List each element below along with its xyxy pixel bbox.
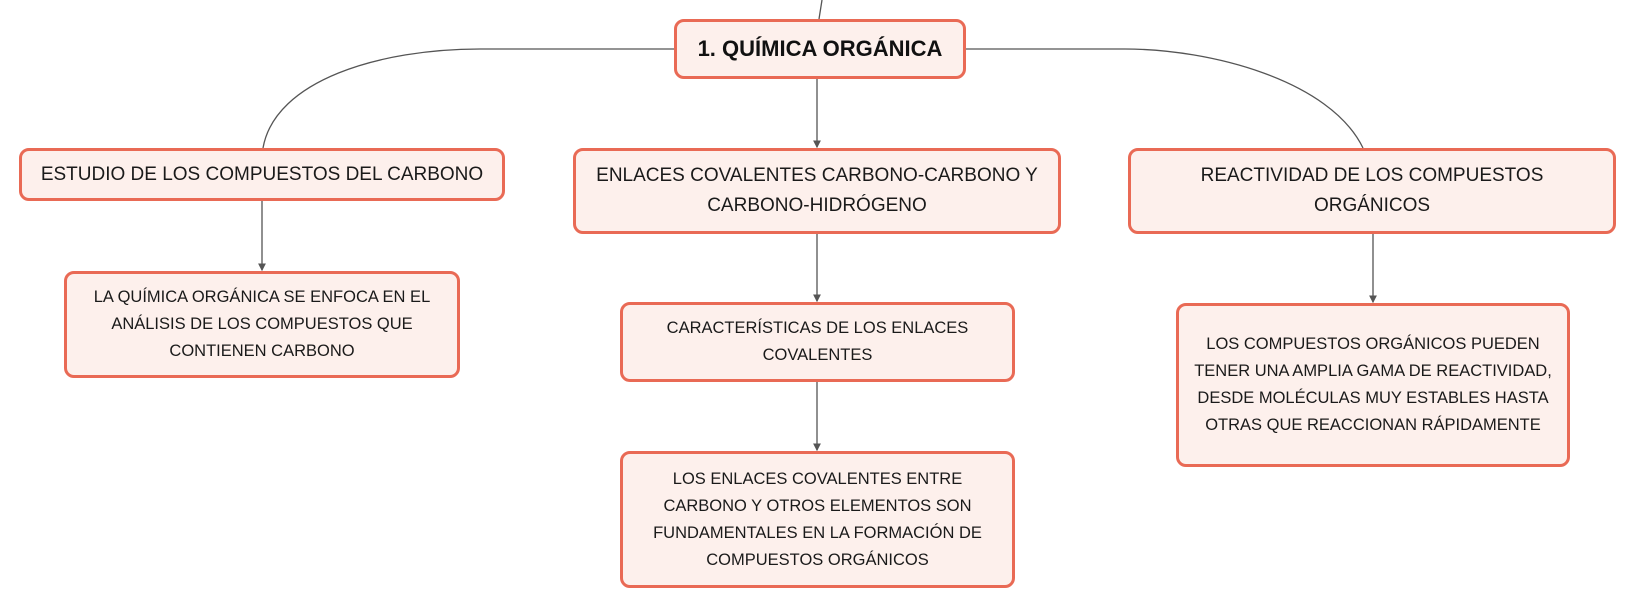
branch-node-carbon-compounds[interactable] — [19, 148, 505, 201]
child-node-label: LOS ENLACES COVALENTES ENTRE CARBONO Y OTROS ELEMENTOS SON FUNDAMENTALES EN LA FORMACIÓN DE COMPUESTOS ORGÁNICOS — [653, 469, 982, 569]
connector-root-to-branch-left — [263, 49, 674, 148]
branch-node-label: REACTIVIDAD DE LOS COMPUESTOS ORGÁNICOS — [1200, 165, 1544, 216]
child-node-label: CARACTERÍSTICAS DE LOS ENLACES COVALENTES — [666, 319, 969, 364]
child-node-label: LA QUÍMICA ORGÁNICA SE ENFOCA EN EL ANÁLISIS DE LOS COMPUESTOS QUE CONTIENEN CARBONO — [93, 288, 431, 360]
child-node-label: LOS COMPUESTOS ORGÁNICOS PUEDEN TENER UNA AMPLIA GAMA DE REACTIVIDAD, DESDE MOLÉCULAS MUY ESTABLES HASTA OTRAS QUE REACCIONAN RÁPIDAMENTE — [1194, 335, 1552, 434]
child-node-reactivity-range[interactable] — [1176, 303, 1570, 467]
branch-node-label: ENLACES COVALENTES CARBONO-CARBONO Y CARBONO-HIDRÓGENO — [596, 165, 1038, 216]
child-node-organic-chemistry-focus[interactable] — [64, 271, 460, 378]
child-node-bonds-fundamental[interactable] — [620, 451, 1015, 588]
branch-node-covalent-bonds[interactable] — [573, 148, 1061, 234]
root-node[interactable] — [674, 19, 966, 79]
connector-root-to-branch-right — [966, 49, 1363, 148]
child-node-bond-characteristics[interactable] — [620, 302, 1015, 382]
branch-node-reactivity[interactable] — [1128, 148, 1616, 234]
branch-node-label: ESTUDIO DE LOS COMPUESTOS DEL CARBONO — [40, 163, 484, 185]
root-node-label: 1. QUÍMICA ORGÁNICA — [697, 36, 943, 61]
connector-parent-to-root — [819, 0, 822, 19]
